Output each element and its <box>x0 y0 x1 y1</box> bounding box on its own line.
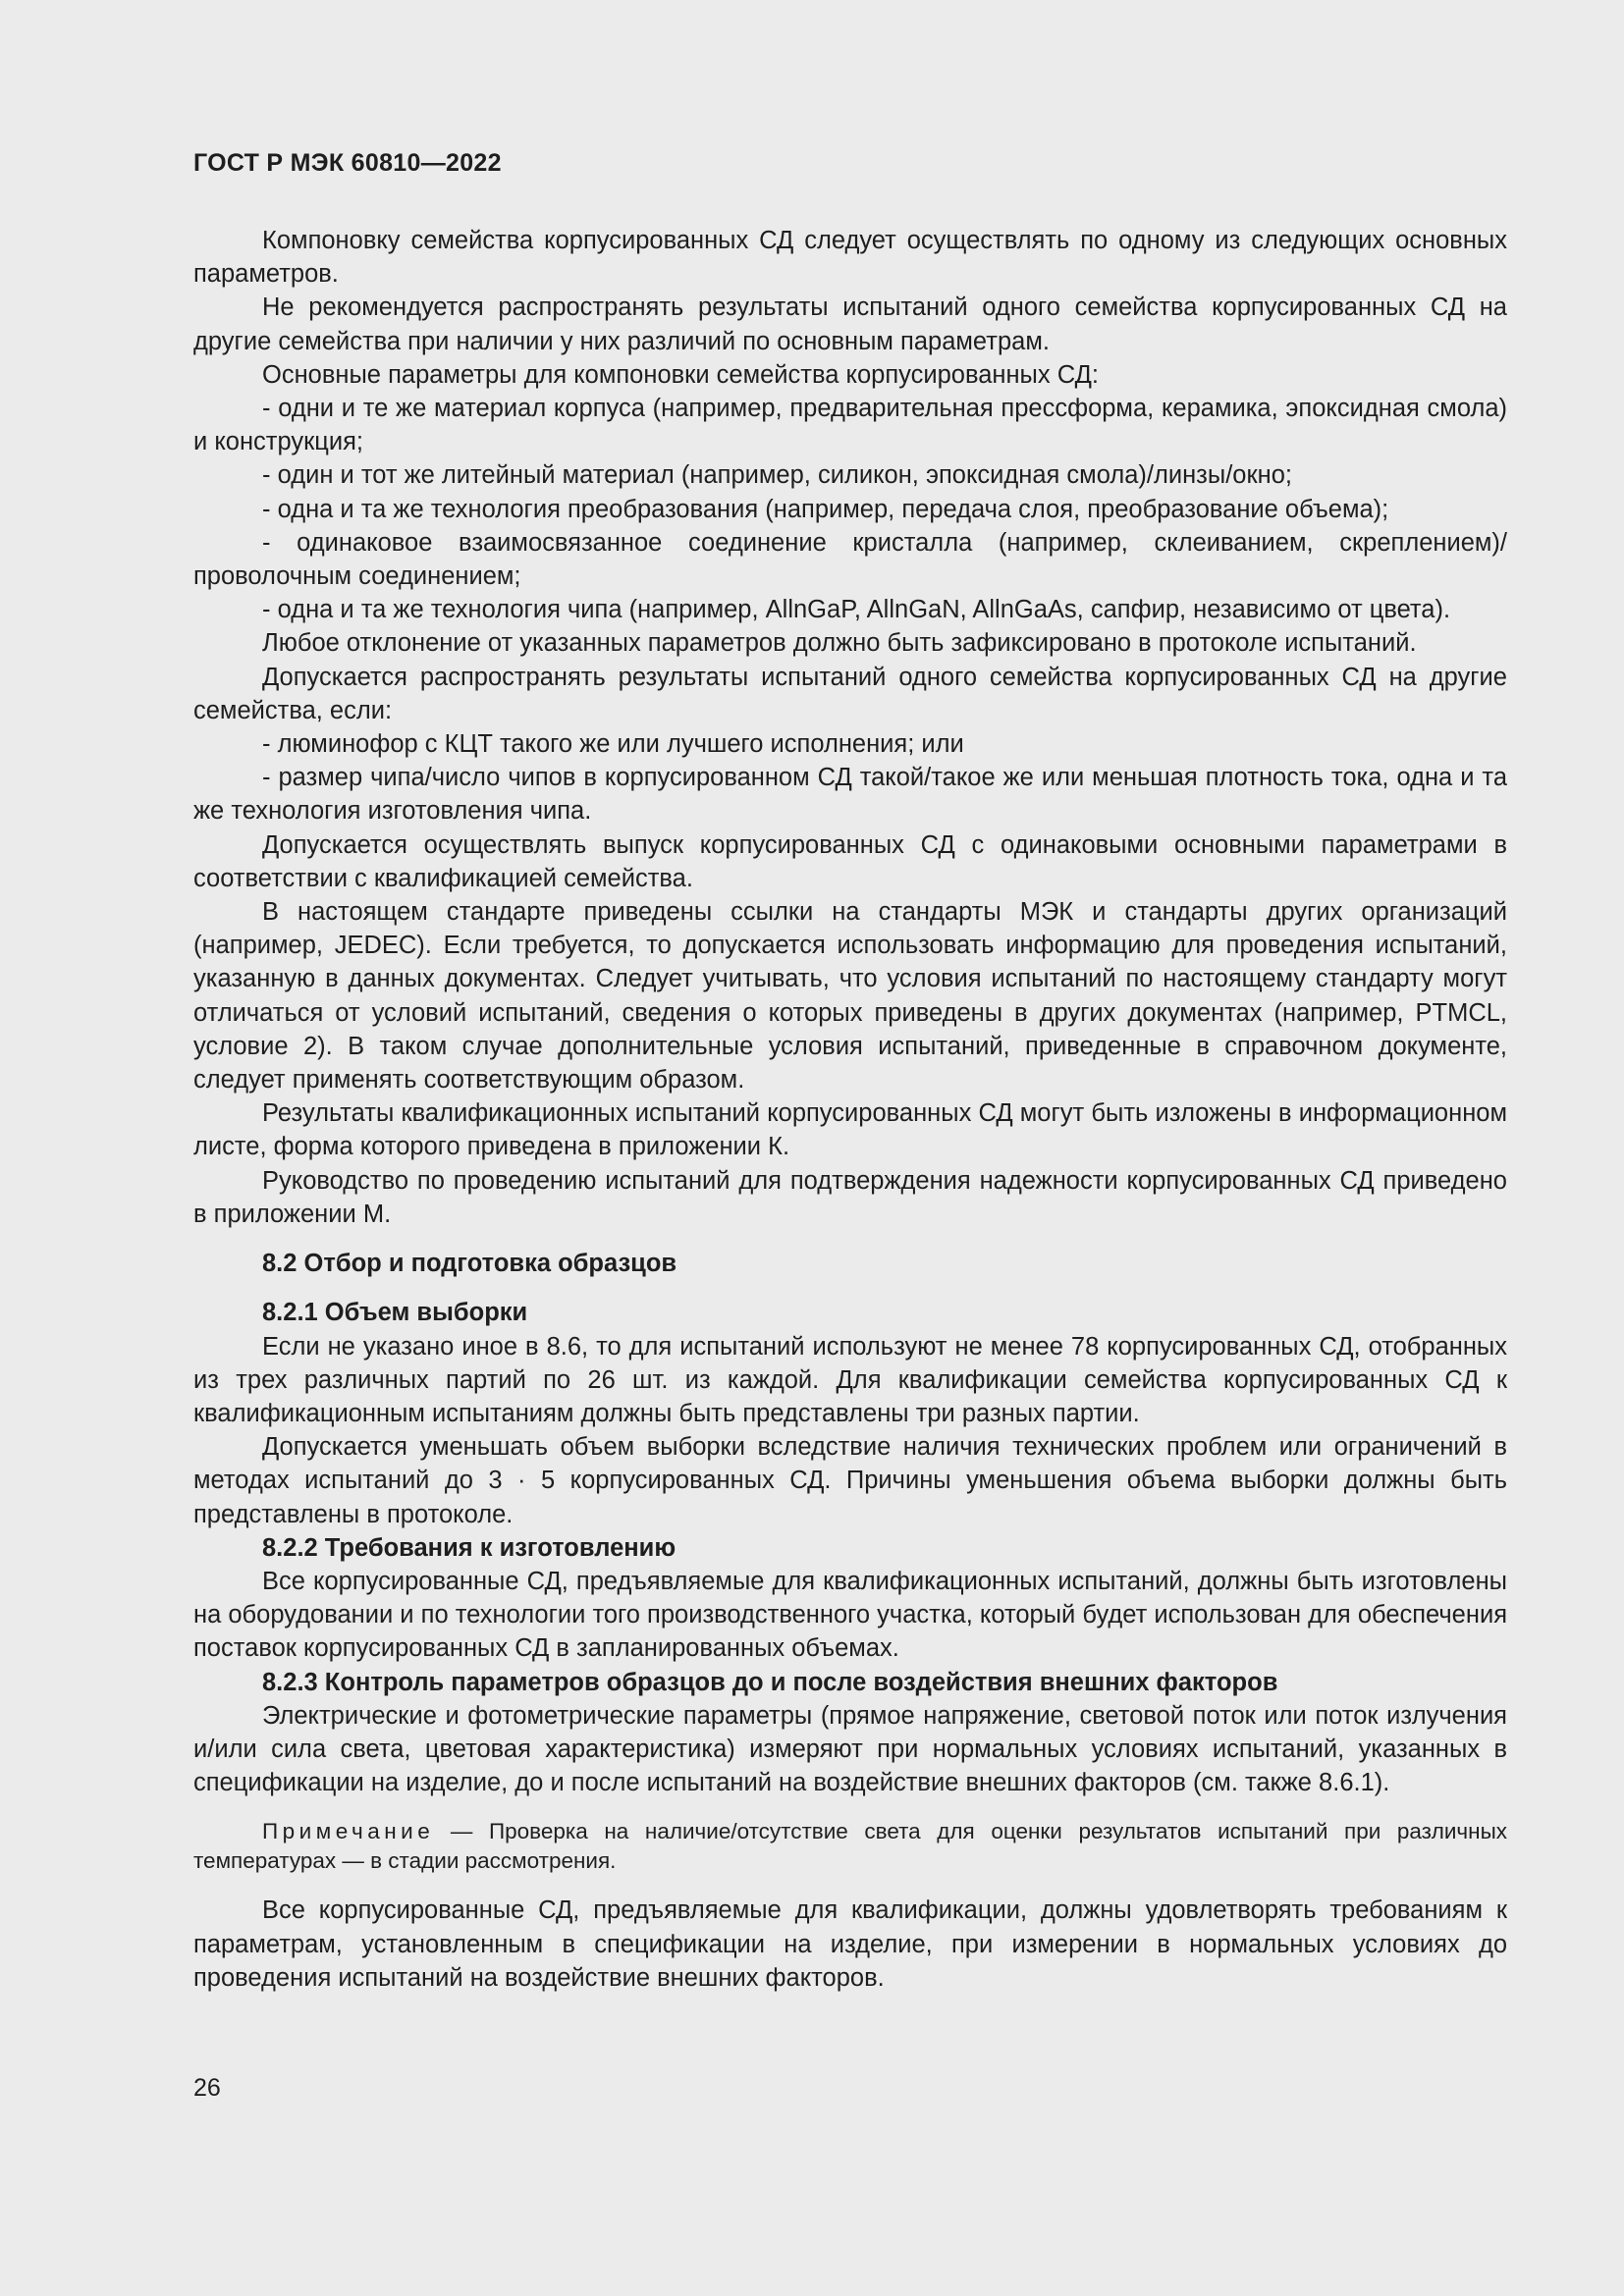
paragraph: Любое отклонение от указанных параметров должно быть зафиксировано в протоколе испытаний. <box>262 629 1417 658</box>
paragraph: Результаты квалификационных испытаний корпусированных СД могут быть изложены в информационном листе, форма которого приведена в приложении К. <box>193 1099 1507 1161</box>
note <box>193 1817 1507 1876</box>
note-text: — Проверка на наличие/отсутствие света для оценки результатов испытаний при различных температурах — в стадии рассмотрения. <box>193 1819 1507 1874</box>
paragraph: Руководство по проведению испытаний для подтверждения надежности корпусированных СД приведено в приложении М. <box>193 1166 1507 1228</box>
list-item: - одинаковое взаимосвязанное соединение кристалла (например, склеиванием, скреплением)/проволочным соединением; <box>193 528 1507 591</box>
subsection-heading-8-2-3: 8.2.3 Контроль параметров образцов до и после воздействия внешних факторов <box>262 1668 1278 1696</box>
document-header: ГОСТ Р МЭК 60810—2022 <box>193 149 502 177</box>
paragraph: Все корпусированные СД, предъявляемые для квалификационных испытаний, должны быть изготовлены на оборудовании и по технологии того производственного участка, который будет использован для обеспечения поставок корпусированных СД в запланированных объемах. <box>193 1567 1507 1663</box>
note-label: Примечание <box>262 1819 435 1844</box>
list-item: - один и тот же литейный материал (например, силикон, эпоксидная смола)/линзы/окно; <box>262 461 1292 490</box>
section-heading-8-2: 8.2 Отбор и подготовка образцов <box>262 1250 677 1278</box>
list-item: - одна и та же технология преобразования (например, передача слоя, преобразование объема); <box>262 495 1389 523</box>
paragraph: Допускается распространять результаты испытаний одного семейства корпусированных СД на другие семейства, если: <box>193 663 1507 724</box>
paragraph: Не рекомендуется распространять результаты испытаний одного семейства корпусированных СД на другие семейства при наличии у них различий по основным параметрам. <box>193 294 1507 355</box>
subsection-heading-8-2-1: 8.2.1 Объем выборки <box>262 1299 528 1327</box>
paragraph: Электрические и фотометрические параметры (прямое напряжение, световой поток или поток излучения и/или сила света, цветовая характеристика) измеряют при нормальных условиях испытаний, указанных в спецификации на изделие, до и после испытаний на воздействие внешних факторов (см. также 8.6.1). <box>193 1701 1507 1797</box>
list-item: - люминофор с КЦТ такого же или лучшего исполнения; или <box>262 730 964 759</box>
subsection-heading-8-2-2: 8.2.2 Требования к изготовлению <box>262 1533 677 1562</box>
paragraph: Компоновку семейства корпусированных СД следует осуществлять по одному из следующих основных параметров. <box>193 227 1507 289</box>
page-body <box>193 224 1507 1995</box>
paragraph: Если не указано иное в 8.6, то для испытаний используют не менее 78 корпусированных СД, отобранных из трех различных партий по 26 шт. из каждой. Для квалификации семейства корпусированных СД к квалификационным испытаниям должны быть представлены три разных партии. <box>193 1332 1507 1427</box>
list-item: - размер чипа/число чипов в корпусированном СД такой/такое же или меньшая плотность тока, одна и та же технология изготовления чипа. <box>193 764 1507 826</box>
paragraph: Основные параметры для компоновки семейства корпусированных СД: <box>262 360 1099 389</box>
list-item: - одни и те же материал корпуса (например, предварительная прессформа, керамика, эпоксидная смола) и конструкция; <box>193 395 1507 456</box>
paragraph: Допускается уменьшать объем выборки вследствие наличия технических проблем или ограничений в методах испытаний до 3 · 5 корпусированных СД. Причины уменьшения объема выборки должны быть представлены в протоколе. <box>193 1433 1507 1528</box>
paragraph: В настоящем стандарте приведены ссылки на стандарты МЭК и стандарты других организаций (например, JEDEC). Если требуется, то допускается использовать информацию для проведения испытаний, указанную в данных документах. Следует учитывать, что условия испытаний по настоящему стандарту могут отличаться от условий испытаний, сведения о которых приведены в других документах (например, PTMCL, условие 2). В таком случае дополнительные условия испытаний, приведенные в справочном документе, следует применять соответствующим образом. <box>193 898 1507 1095</box>
paragraph: Допускается осуществлять выпуск корпусированных СД с одинаковыми основными параметрами в соответствии с квалификацией семейства. <box>193 830 1507 892</box>
list-item: - одна и та же технология чипа (например, AllnGaP, AllnGaN, AllnGaAs, сапфир, независимо от цвета). <box>262 596 1451 624</box>
paragraph: Все корпусированные СД, предъявляемые для квалификации, должны удовлетворять требованиям к параметрам, установленным в спецификации на изделие, при измерении в нормальных условиях до проведения испытаний на воздействие внешних факторов. <box>193 1896 1507 1992</box>
page-number: 26 <box>193 2074 221 2102</box>
